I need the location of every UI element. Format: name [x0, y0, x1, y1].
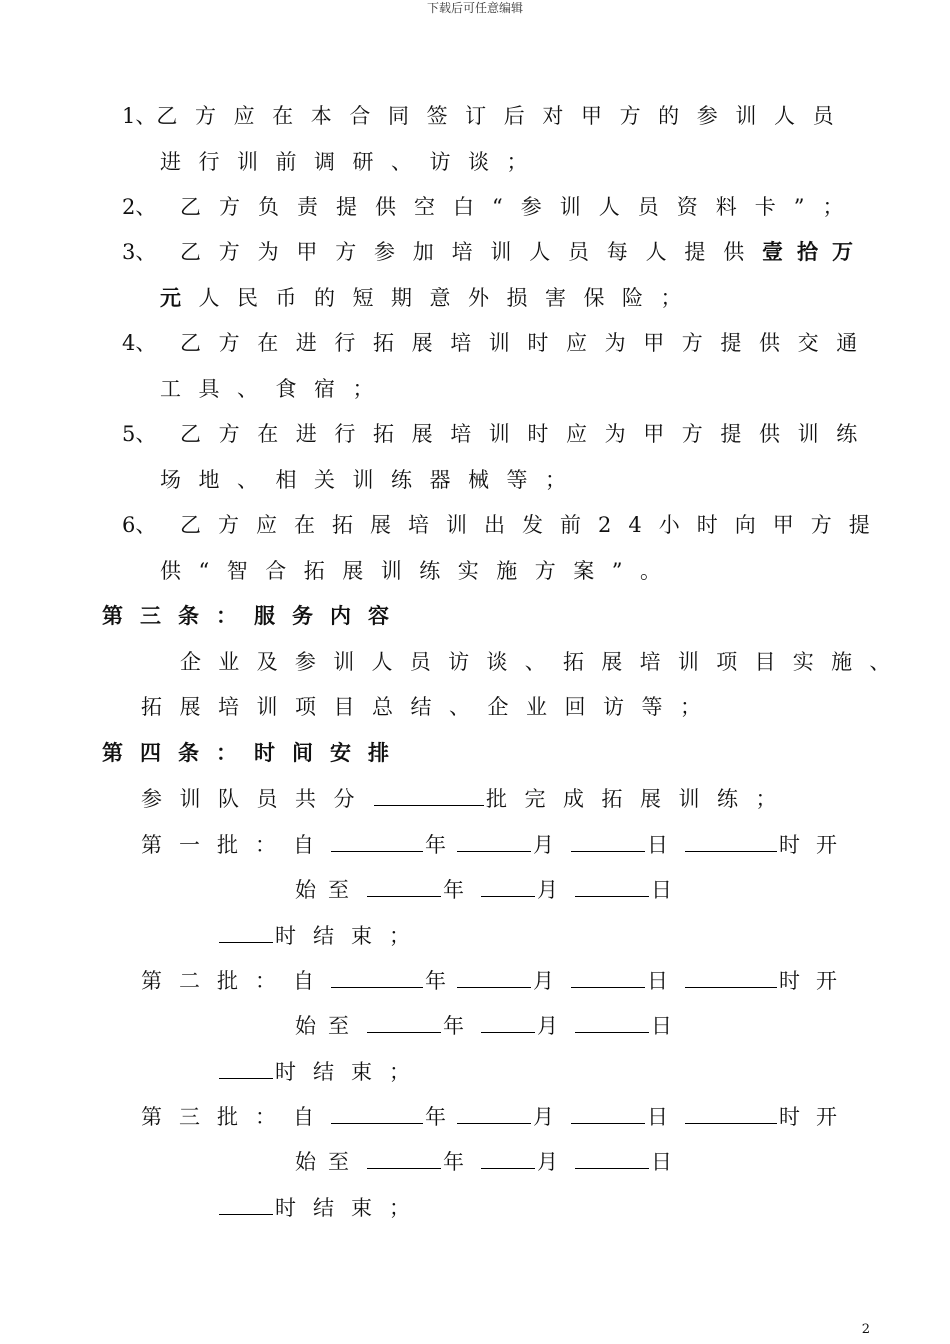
list-item-1-cont: 进行训前调研、访谈；	[160, 150, 545, 174]
blank-month	[481, 1146, 535, 1169]
blank-year	[331, 965, 423, 988]
blank-year	[367, 1146, 441, 1169]
section-title: 第三条：服务内容	[102, 603, 406, 628]
item-text: 乙方负责提供空白“参训人员资料卡”；	[180, 195, 862, 219]
batch-count-line	[141, 783, 794, 813]
label-month: 月	[533, 969, 554, 993]
blank-month	[481, 1010, 535, 1033]
label-month: 月	[537, 878, 558, 902]
label-hour-start: 时开	[779, 833, 853, 857]
label-hour-end: 时结束；	[275, 1060, 427, 1084]
label-month: 月	[537, 1150, 558, 1174]
blank-year	[331, 829, 423, 852]
label-start-to: 始至	[295, 878, 361, 902]
label-from: 自	[293, 1105, 314, 1129]
blank-month	[457, 829, 531, 852]
label-hour-end: 时结束；	[275, 924, 427, 948]
label-hour-end: 时结束；	[275, 1196, 427, 1220]
label-year: 年	[443, 1014, 464, 1038]
intro-text: 参训队员共分	[141, 787, 372, 811]
list-item-4	[122, 328, 875, 358]
item-text: 乙方在进行拓展培训时应为甲方提供训练	[180, 422, 875, 446]
list-item-5-cont: 场地、相关训练器械等；	[160, 468, 584, 492]
item-number: 6、	[122, 513, 157, 537]
batch-label: 第二批：	[141, 969, 293, 993]
batch-line-3	[217, 1056, 427, 1086]
item-number: 1、	[122, 104, 157, 128]
blank-year	[331, 1101, 423, 1124]
blank-year	[367, 874, 441, 897]
blank-day	[575, 1146, 649, 1169]
label-from: 自	[293, 833, 314, 857]
blank-month	[457, 965, 531, 988]
batch-line-2	[295, 1146, 672, 1176]
item-text: 乙方应在本合同签订后对甲方的参训人员	[156, 104, 852, 128]
item-text: 乙方在进行拓展培训时应为甲方提供交通	[180, 331, 875, 355]
item-text: 乙方应在拓展培训出发前24小时向甲方提	[180, 513, 887, 537]
label-year: 年	[443, 878, 464, 902]
item-number: 5、	[122, 422, 157, 446]
label-start-to: 始至	[295, 1150, 361, 1174]
batch-line-2	[295, 1010, 672, 1040]
list-item-3	[122, 237, 867, 267]
label-hour-start: 时开	[779, 1105, 853, 1129]
blank-hour	[685, 965, 777, 988]
blank-hour	[219, 920, 273, 943]
label-hour-start: 时开	[779, 969, 853, 993]
item-number: 2、	[122, 195, 157, 219]
batch-label: 第三批：	[141, 1105, 293, 1129]
item-number: 4、	[122, 331, 157, 355]
intro-text: 批完成拓展训练；	[486, 787, 794, 811]
label-day: 日	[651, 1014, 672, 1038]
blank-hour	[685, 829, 777, 852]
section-title: 第四条：时间安排	[102, 740, 406, 765]
paragraph-line: 企业及参训人员访谈、拓展培训项目实施、	[180, 650, 908, 674]
label-day: 日	[651, 878, 672, 902]
item-text: 人民币的短期意外损害保险；	[198, 286, 699, 310]
list-item-4-cont: 工具、食宿；	[160, 377, 391, 401]
batch-line	[141, 965, 853, 995]
label-year: 年	[425, 833, 446, 857]
blank-hour	[219, 1056, 273, 1079]
label-from: 自	[293, 969, 314, 993]
paragraph-line: 拓展培训项目总结、企业回访等；	[141, 695, 719, 719]
blank-hour	[685, 1101, 777, 1124]
list-item-6-cont: 供“智合拓展训练实施方案”。	[160, 559, 679, 583]
blank-hour	[219, 1192, 273, 1215]
batch-line-2	[295, 874, 672, 904]
batch-line	[141, 829, 853, 859]
blank-month	[457, 1101, 531, 1124]
batch-label: 第一批：	[141, 833, 293, 857]
page-header: 下载后可任意编辑	[426, 1, 523, 15]
item-text-bold: 元	[160, 285, 199, 310]
list-item-1	[122, 101, 850, 131]
blank-day	[571, 1101, 645, 1124]
label-day: 日	[651, 1150, 672, 1174]
batch-line-3	[217, 1192, 427, 1222]
label-day: 日	[647, 833, 668, 857]
blank-day	[571, 829, 645, 852]
label-year: 年	[425, 1105, 446, 1129]
batch-line	[141, 1101, 853, 1131]
blank-year	[367, 1010, 441, 1033]
blank-day	[575, 1010, 649, 1033]
blank-field	[374, 783, 484, 806]
label-year: 年	[443, 1150, 464, 1174]
item-text: 乙方为甲方参加培训人员每人提供	[180, 240, 762, 264]
list-item-6	[122, 510, 887, 540]
label-start-to: 始至	[295, 1014, 361, 1038]
list-item-2	[122, 192, 862, 222]
label-month: 月	[533, 1105, 554, 1129]
label-year: 年	[425, 969, 446, 993]
batch-line-3	[217, 920, 427, 950]
label-day: 日	[647, 1105, 668, 1129]
blank-day	[575, 874, 649, 897]
item-text-bold: 壹拾万	[762, 239, 867, 264]
list-item-5	[122, 419, 875, 449]
blank-day	[571, 965, 645, 988]
page-number: 2	[861, 1322, 870, 1337]
label-day: 日	[647, 969, 668, 993]
list-item-3-cont	[160, 283, 699, 313]
item-number: 3、	[122, 240, 157, 264]
blank-month	[481, 874, 535, 897]
label-month: 月	[537, 1014, 558, 1038]
label-month: 月	[533, 833, 554, 857]
